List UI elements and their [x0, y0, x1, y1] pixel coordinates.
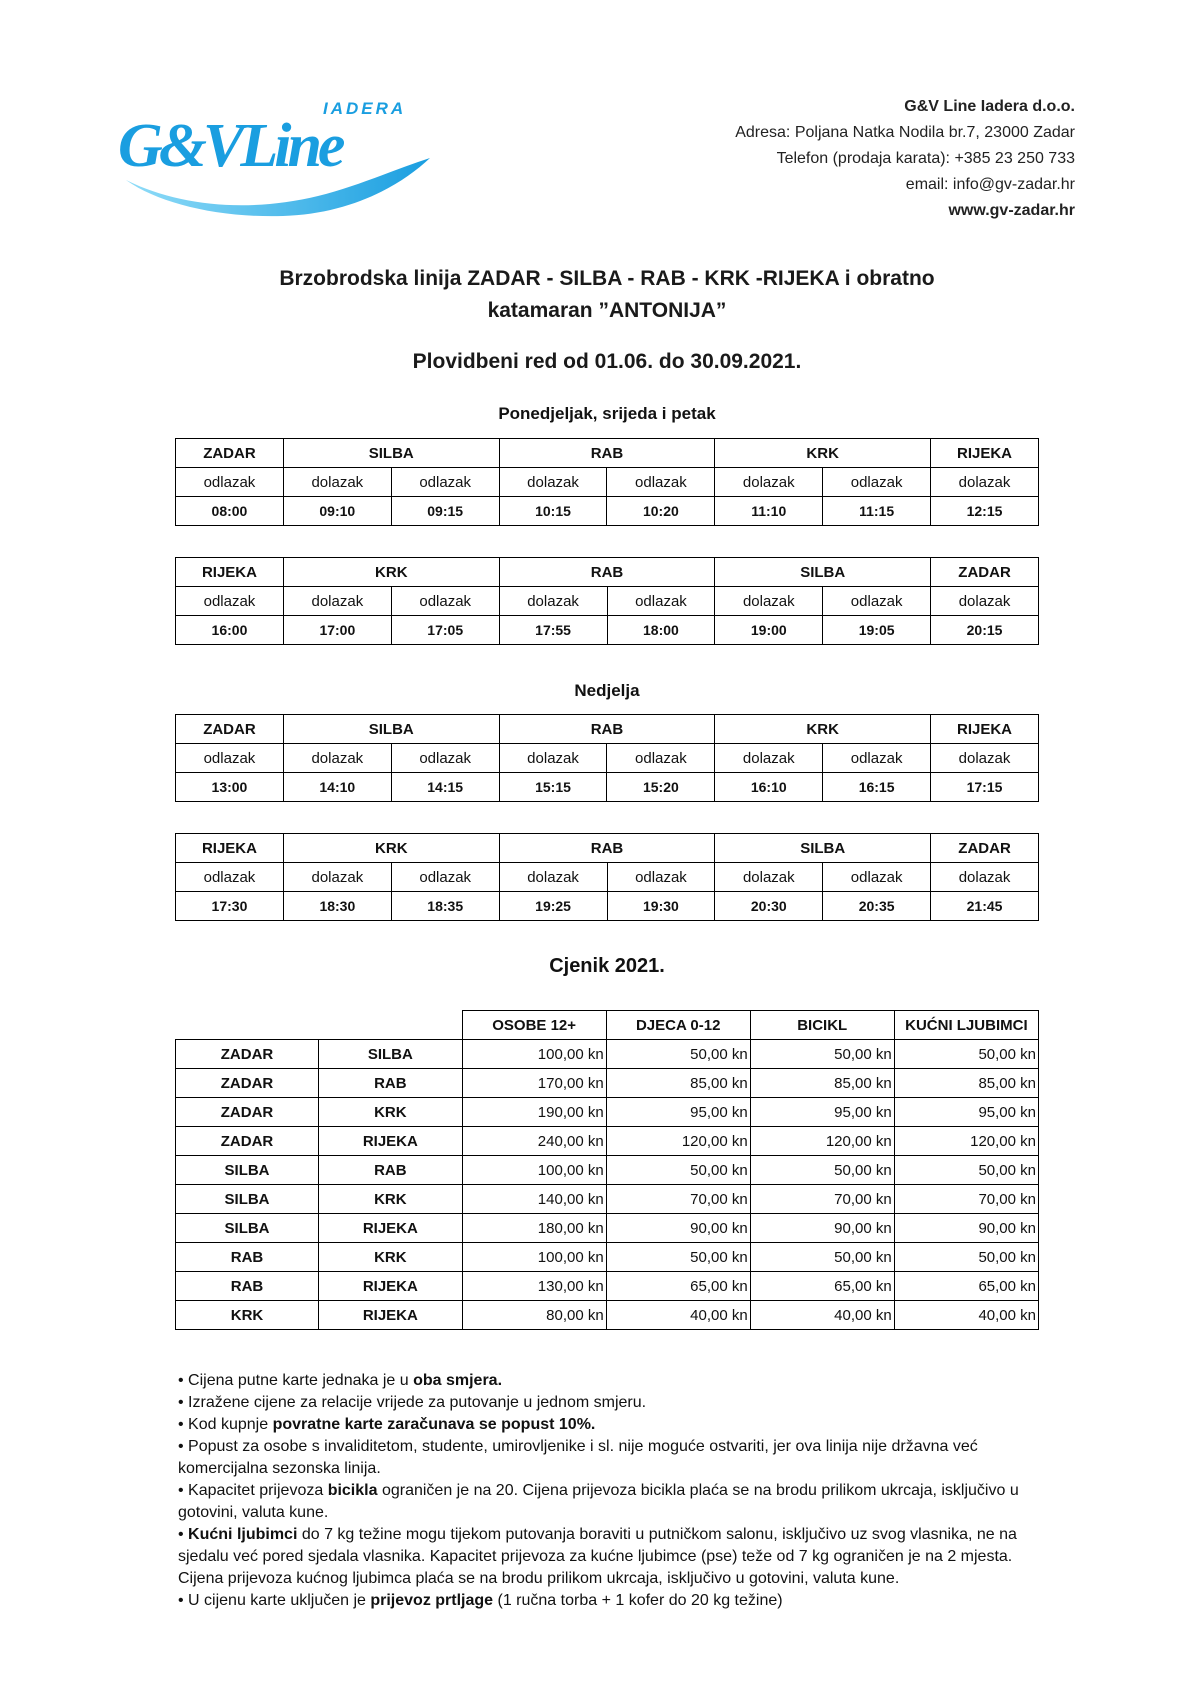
notes-list [178, 1370, 1058, 1612]
section-pricelist: Cjenik 2021. [549, 955, 665, 977]
port-header: ZADAR [176, 715, 284, 744]
note-text: oba smjera. [413, 1372, 503, 1389]
time-cell: 17:55 [499, 616, 607, 645]
arrival-label: dolazak [931, 863, 1039, 892]
note-text: • Kapacitet prijevoza [178, 1482, 328, 1499]
departure-label: odlazak [176, 744, 284, 773]
departure-label: odlazak [391, 744, 499, 773]
price-cell: 80,00 kn [462, 1301, 606, 1330]
price-row [176, 1272, 1039, 1301]
price-row [176, 1301, 1039, 1330]
time-cell: 11:10 [715, 497, 823, 526]
note-item [178, 1590, 1058, 1612]
company-website[interactable]: www.gv-zadar.hr [948, 202, 1075, 219]
price-cell: 90,00 kn [606, 1214, 750, 1243]
note-item [178, 1524, 1058, 1590]
time-cell: 16:10 [715, 773, 823, 802]
route-to: RAB [319, 1069, 463, 1098]
arrival-label: dolazak [715, 468, 823, 497]
price-row [176, 1156, 1039, 1185]
route-to: KRK [319, 1185, 463, 1214]
price-cell: 100,00 kn [462, 1243, 606, 1272]
route-from: SILBA [176, 1156, 319, 1185]
port-header: RIJEKA [176, 558, 284, 587]
port-header: RAB [499, 558, 715, 587]
departure-label: odlazak [607, 744, 715, 773]
route-from: KRK [176, 1301, 319, 1330]
note-text: bicikla [327, 1482, 378, 1499]
price-column-header: BICIKL [750, 1011, 894, 1040]
route-from: ZADAR [176, 1040, 319, 1069]
note-text: Kućni ljubimci [188, 1526, 298, 1543]
note-item [178, 1414, 1058, 1436]
period-title: Plovidbeni red od 01.06. do 30.09.2021. [412, 350, 802, 373]
departure-label: odlazak [607, 863, 715, 892]
arrival-label: dolazak [283, 744, 391, 773]
schedule-table [175, 557, 1039, 645]
price-cell: 95,00 kn [606, 1098, 750, 1127]
note-text: • U cijenu karte uključen je [178, 1592, 371, 1609]
time-cell: 10:20 [607, 497, 715, 526]
port-header: ZADAR [176, 439, 284, 468]
departure-label: odlazak [823, 863, 931, 892]
time-cell: 16:00 [176, 616, 284, 645]
arrival-label: dolazak [283, 863, 391, 892]
time-cell: 15:15 [499, 773, 607, 802]
logo-brand: G&VLine [118, 112, 342, 180]
price-cell: 180,00 kn [462, 1214, 606, 1243]
price-cell: 50,00 kn [894, 1243, 1038, 1272]
price-cell: 70,00 kn [894, 1185, 1038, 1214]
schedule-table [175, 714, 1039, 802]
time-cell: 20:30 [715, 892, 823, 921]
price-table [175, 1010, 1039, 1330]
arrival-label: dolazak [715, 863, 823, 892]
price-cell: 50,00 kn [894, 1156, 1038, 1185]
departure-label: odlazak [823, 744, 931, 773]
note-item [178, 1480, 1058, 1524]
time-cell: 19:00 [715, 616, 823, 645]
time-cell: 18:35 [391, 892, 499, 921]
time-cell: 11:15 [823, 497, 931, 526]
price-cell: 50,00 kn [606, 1040, 750, 1069]
price-cell: 85,00 kn [606, 1069, 750, 1098]
time-cell: 17:00 [283, 616, 391, 645]
schedule-table [175, 438, 1039, 526]
time-cell: 20:15 [931, 616, 1039, 645]
route-from: SILBA [176, 1185, 319, 1214]
time-cell: 09:10 [283, 497, 391, 526]
port-header: ZADAR [931, 834, 1039, 863]
price-cell: 40,00 kn [894, 1301, 1038, 1330]
time-cell: 21:45 [931, 892, 1039, 921]
time-cell: 19:25 [499, 892, 607, 921]
port-header: SILBA [715, 558, 931, 587]
price-column-header: DJECA 0-12 [606, 1011, 750, 1040]
time-cell: 14:15 [391, 773, 499, 802]
price-cell: 120,00 kn [606, 1127, 750, 1156]
section-weekdays: Ponedjeljak, srijeda i petak [498, 404, 716, 423]
note-item [178, 1370, 1058, 1392]
note-text: (1 ručna torba + 1 kofer do 20 kg težine) [493, 1592, 783, 1609]
arrival-label: dolazak [499, 587, 607, 616]
time-cell: 19:05 [823, 616, 931, 645]
departure-label: odlazak [823, 587, 931, 616]
price-cell: 120,00 kn [750, 1127, 894, 1156]
time-cell: 17:05 [391, 616, 499, 645]
port-header: SILBA [283, 715, 499, 744]
time-cell: 10:15 [499, 497, 607, 526]
price-cell: 50,00 kn [894, 1040, 1038, 1069]
price-cell: 140,00 kn [462, 1185, 606, 1214]
company-logo [118, 88, 438, 218]
time-cell: 16:15 [823, 773, 931, 802]
price-row [176, 1098, 1039, 1127]
arrival-label: dolazak [283, 468, 391, 497]
price-cell: 65,00 kn [606, 1272, 750, 1301]
price-cell: 50,00 kn [750, 1243, 894, 1272]
price-cell: 85,00 kn [750, 1069, 894, 1098]
route-to: RIJEKA [319, 1127, 463, 1156]
time-cell: 09:15 [391, 497, 499, 526]
price-cell: 240,00 kn [462, 1127, 606, 1156]
arrival-label: dolazak [499, 863, 607, 892]
port-header: KRK [715, 715, 931, 744]
time-cell: 08:00 [176, 497, 284, 526]
time-cell: 18:30 [283, 892, 391, 921]
port-header: RIJEKA [931, 439, 1039, 468]
departure-label: odlazak [607, 587, 715, 616]
note-text: • Cijena putne karte jednaka je u [178, 1372, 414, 1389]
note-text: • [178, 1526, 189, 1543]
price-cell: 90,00 kn [894, 1214, 1038, 1243]
price-cell: 40,00 kn [750, 1301, 894, 1330]
price-cell: 170,00 kn [462, 1069, 606, 1098]
time-cell: 19:30 [607, 892, 715, 921]
note-text: ograničen je na 20. Cijena prijevoza bicikla plaća se na brodu prilikom ukrcaja, isključivo u gotovini, valuta kune. [178, 1482, 1019, 1521]
note-text: povratne karte zaračunava se popust 10%. [272, 1416, 596, 1433]
route-from: ZADAR [176, 1127, 319, 1156]
price-row [176, 1127, 1039, 1156]
route-to: KRK [319, 1243, 463, 1272]
route-from: ZADAR [176, 1069, 319, 1098]
company-phone: Telefon (prodaja karata): +385 23 250 733 [776, 150, 1075, 167]
departure-label: odlazak [176, 468, 284, 497]
route-from: RAB [176, 1243, 319, 1272]
price-cell: 50,00 kn [606, 1243, 750, 1272]
price-row [176, 1185, 1039, 1214]
price-cell: 85,00 kn [894, 1069, 1038, 1098]
price-cell: 70,00 kn [750, 1185, 894, 1214]
title-line-1: Brzobrodska linija ZADAR - SILBA - RAB - KRK -RIJEKA i obratno [279, 267, 935, 290]
note-text: • Popust za osobe s invaliditetom, studente, umirovljenike i sl. nije moguće ostvariti, jer ova linija nije državna već komercijalna sezonska linija. [178, 1438, 978, 1477]
price-cell: 65,00 kn [894, 1272, 1038, 1301]
port-header: SILBA [283, 439, 499, 468]
arrival-label: dolazak [499, 744, 607, 773]
note-text: prijevoz prtljage [370, 1592, 494, 1609]
price-cell: 100,00 kn [462, 1040, 606, 1069]
departure-label: odlazak [391, 863, 499, 892]
time-cell: 14:10 [283, 773, 391, 802]
time-cell: 15:20 [607, 773, 715, 802]
price-cell: 50,00 kn [750, 1040, 894, 1069]
port-header: RAB [499, 834, 715, 863]
price-cell: 65,00 kn [750, 1272, 894, 1301]
price-cell: 40,00 kn [606, 1301, 750, 1330]
price-cell: 50,00 kn [750, 1156, 894, 1185]
time-cell: 18:00 [607, 616, 715, 645]
arrival-label: dolazak [715, 744, 823, 773]
arrival-label: dolazak [931, 587, 1039, 616]
note-text: • Kod kupnje [178, 1416, 273, 1433]
time-cell: 17:30 [176, 892, 284, 921]
route-to: KRK [319, 1098, 463, 1127]
port-header: RAB [499, 439, 715, 468]
arrival-label: dolazak [283, 587, 391, 616]
route-from: SILBA [176, 1214, 319, 1243]
route-from: RAB [176, 1272, 319, 1301]
price-cell: 50,00 kn [606, 1156, 750, 1185]
departure-label: odlazak [607, 468, 715, 497]
note-item [178, 1392, 1058, 1414]
price-column-header: OSOBE 12+ [462, 1011, 606, 1040]
port-header: RIJEKA [931, 715, 1039, 744]
departure-label: odlazak [391, 468, 499, 497]
route-to: RAB [319, 1156, 463, 1185]
title-line-2: katamaran ”ANTONIJA” [487, 299, 727, 322]
port-header: KRK [283, 558, 499, 587]
price-row [176, 1040, 1039, 1069]
price-row [176, 1214, 1039, 1243]
time-cell: 12:15 [931, 497, 1039, 526]
arrival-label: dolazak [931, 468, 1039, 497]
departure-label: odlazak [391, 587, 499, 616]
price-row [176, 1243, 1039, 1272]
price-column-header: KUĆNI LJUBIMCI [894, 1011, 1038, 1040]
departure-label: odlazak [823, 468, 931, 497]
departure-label: odlazak [176, 863, 284, 892]
route-to: RIJEKA [319, 1301, 463, 1330]
note-item [178, 1436, 1058, 1480]
company-info [735, 94, 1075, 224]
port-header: ZADAR [931, 558, 1039, 587]
route-to: SILBA [319, 1040, 463, 1069]
port-header: RAB [499, 715, 715, 744]
port-header: SILBA [715, 834, 931, 863]
port-header: KRK [283, 834, 499, 863]
arrival-label: dolazak [931, 744, 1039, 773]
document-title [0, 263, 1200, 327]
time-cell: 13:00 [176, 773, 284, 802]
price-cell: 130,00 kn [462, 1272, 606, 1301]
port-header: KRK [715, 439, 931, 468]
section-sunday: Nedjelja [574, 681, 640, 700]
empty-cell [319, 1011, 463, 1040]
schedule-table [175, 833, 1039, 921]
price-cell: 190,00 kn [462, 1098, 606, 1127]
price-cell: 120,00 kn [894, 1127, 1038, 1156]
price-cell: 90,00 kn [750, 1214, 894, 1243]
company-address: Adresa: Poljana Natka Nodila br.7, 23000 Zadar [735, 124, 1075, 141]
price-cell: 95,00 kn [750, 1098, 894, 1127]
time-cell: 20:35 [823, 892, 931, 921]
company-name: G&V Line Iadera d.o.o. [904, 98, 1075, 115]
price-row [176, 1069, 1039, 1098]
port-header: RIJEKA [176, 834, 284, 863]
departure-label: odlazak [176, 587, 284, 616]
price-cell: 100,00 kn [462, 1156, 606, 1185]
arrival-label: dolazak [499, 468, 607, 497]
arrival-label: dolazak [715, 587, 823, 616]
note-text: do 7 kg težine mogu tijekom putovanja boraviti u putničkom salonu, isključivo uz svog vlasnika, ne na sjedalu već pored sjedala vlasnika. Kapacitet prijevoza za kućne ljubimce (pse) teže od 7 kg ograničen je na 2 mjesta. Cijena prijevoza kućnog ljubimca plaća se na brodu prilikom ukrcaja, isključivo u gotovini, valuta kune. [178, 1526, 1017, 1587]
note-text: • Izražene cijene za relacije vrijede za putovanje u jednom smjeru. [178, 1394, 647, 1411]
time-cell: 17:15 [931, 773, 1039, 802]
route-to: RIJEKA [319, 1272, 463, 1301]
price-cell: 95,00 kn [894, 1098, 1038, 1127]
route-from: ZADAR [176, 1098, 319, 1127]
company-email[interactable]: email: info@gv-zadar.hr [905, 176, 1075, 193]
empty-cell [176, 1011, 319, 1040]
price-cell: 70,00 kn [606, 1185, 750, 1214]
route-to: RIJEKA [319, 1214, 463, 1243]
logo-sub: IADERA [323, 99, 407, 118]
